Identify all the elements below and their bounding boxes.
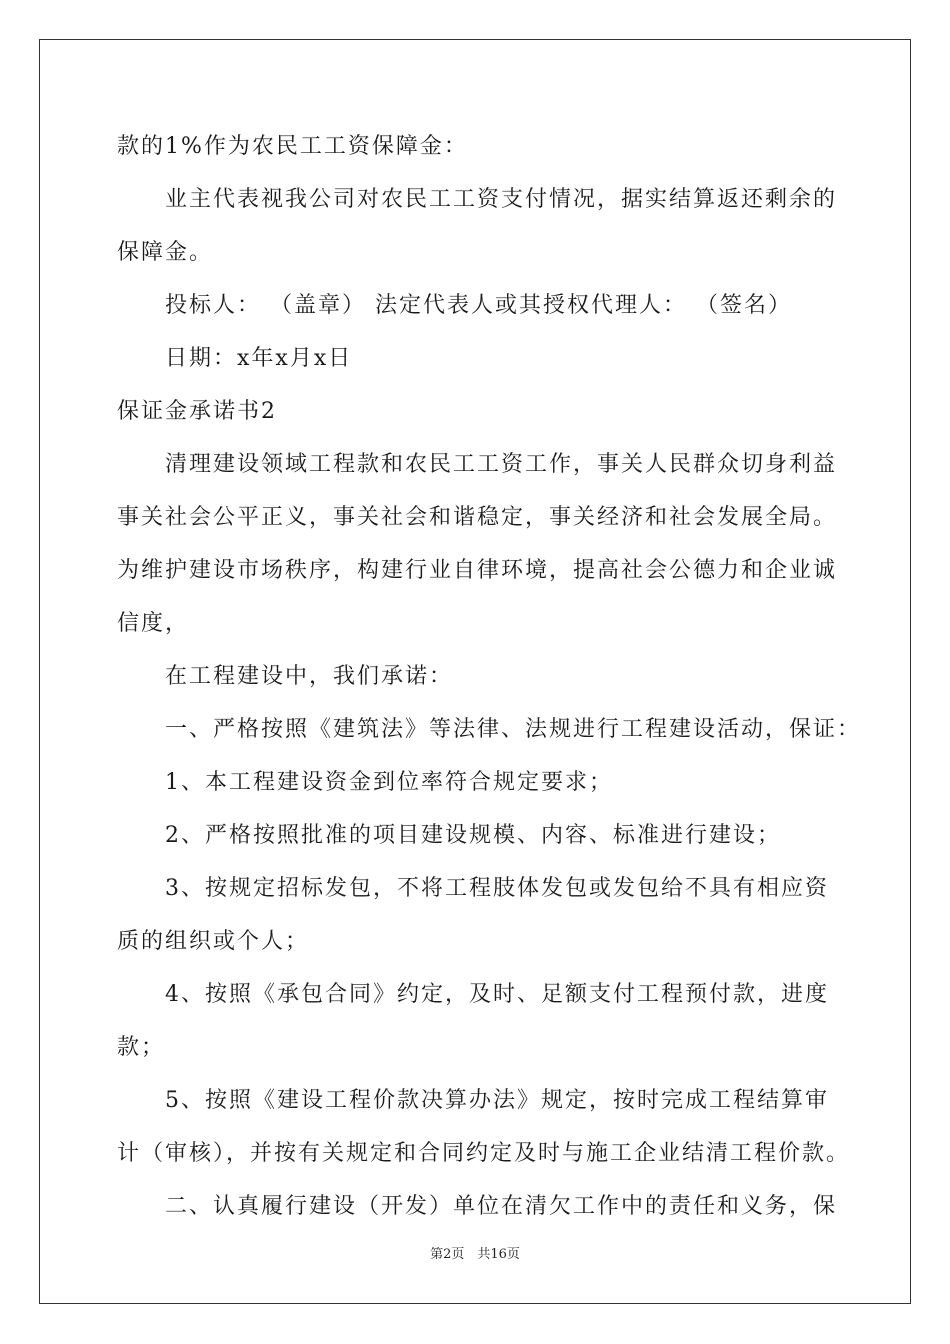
- text-line: 业主代表视我公司对农民工工资支付情况，据实结算返还剩余的: [165, 187, 838, 212]
- text-line: 质的组织或个人；: [117, 929, 310, 954]
- text-line: 一、严格按照《建筑法》等法律、法规进行工程建设活动，保证：: [165, 717, 862, 742]
- text-line: 事关社会公平正义，事关社会和谐稳定，事关经济和社会发展全局。: [117, 505, 838, 530]
- text-line: 二、认真履行建设（开发）单位在清欠工作中的责任和义务，保: [165, 1194, 838, 1219]
- text-line: 投标人： （盖章） 法定代表人或其授权代理人： （签名）: [165, 293, 792, 318]
- text-line: 在工程建设中，我们承诺：: [165, 664, 454, 689]
- text-line: 保证金承诺书2: [117, 399, 277, 424]
- text-line: 款的1%作为农民工工资保障金：: [117, 134, 468, 159]
- text-line: 日期：x年x月x日: [165, 346, 353, 371]
- text-line: 1、本工程建设资金到位率符合规定要求；: [165, 770, 613, 795]
- page-footer: 第2页 共16页: [430, 1247, 520, 1262]
- text-line: 款；: [117, 1035, 166, 1060]
- text-line: 4、按照《承包合同》约定，及时、足额支付工程预付款，进度: [165, 982, 829, 1007]
- text-line: 为维护建设市场秩序，构建行业自律环境，提高社会公德力和企业诚: [117, 558, 838, 583]
- text-line: 3、按规定招标发包，不将工程肢体发包或发包给不具有相应资: [165, 876, 829, 901]
- text-line: 清理建设领域工程款和农民工工资工作，事关人民群众切身利益: [165, 452, 838, 477]
- text-line: 保障金。: [117, 240, 214, 265]
- document-body: [117, 120, 862, 1233]
- text-line: 信度，: [117, 611, 190, 636]
- text-line: 计（审核），并按有关规定和合同约定及时与施工企业结清工程价款。: [117, 1141, 851, 1166]
- text-line: 5、按照《建设工程价款决算办法》规定，按时完成工程结算审: [165, 1088, 829, 1113]
- text-line: 2、严格按照批准的项目建设规模、内容、标准进行建设；: [165, 823, 781, 848]
